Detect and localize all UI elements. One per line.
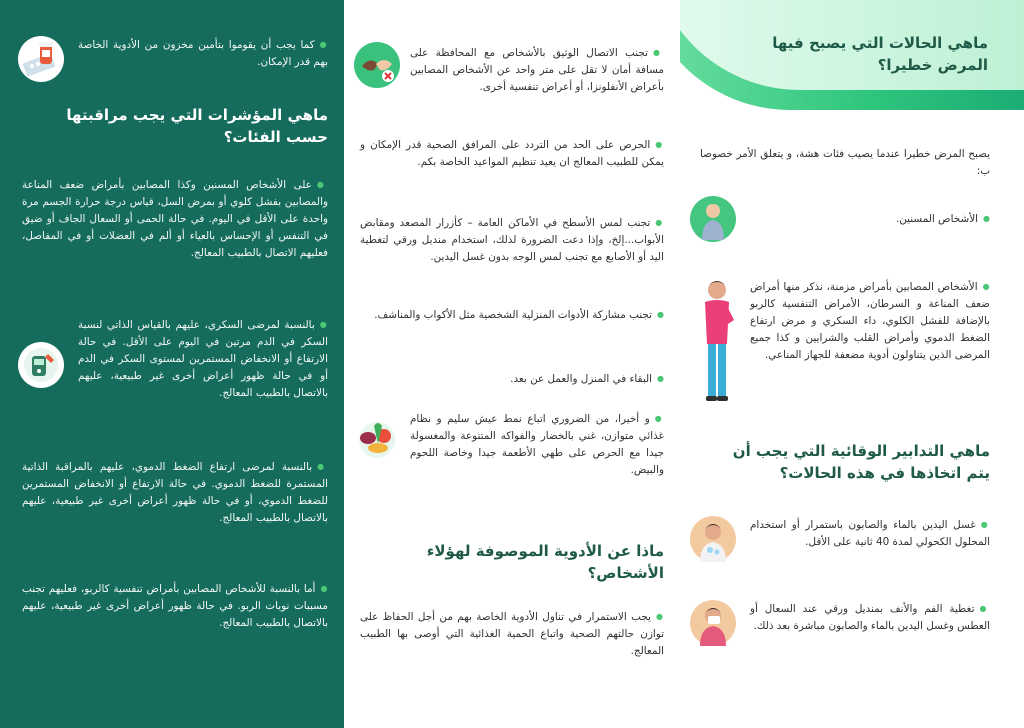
stock-item: ● كما يجب أن يقوموا بتأمين مخزون من الأدوية الخاصة بهم قدر الإمكان. [78,36,328,71]
contact-item: ● تجنب الاتصال الوثيق بالأشخاص مع المحافظة على مسافة أمان لا تقل على متر واحد عن الأشخاص المصابين بأعراض الأنفلونزا، أو أعراض تنفسية أخرى. [410,44,664,96]
vegetables-icon [354,414,400,460]
sharing-item: ● تجنب مشاركة الأدوات المنزلية الشخصية مثل الأكواب والمناشف. [360,306,664,324]
healthy-food-item: ● و أخيرا، من الضروري اتباع نمط عيش سليم و نظام غذائي متوازن، غني بالخضار والفواكه المتنوعة والمغسولة جيدا مع الحرص على طهي الأطعمة جيدا وخاصة اللحوم والبيض. [410,410,664,479]
chronic-diseases-item: ● الأشخاص المصابين بأمراض مزمنة، نذكر منها أمراض ضعف المناعة و السرطان، الأمراض التنفسية كالربو بالإضافة للفشل الكلوي، داء السكري و مرض ارتفاع الضغط الدموي وأمراض القلب والشرايين و كذا جميع المرضى الذين يتناولون أدوية مضعفة للجهاز المناعي. [750,278,990,364]
right-panel [680,0,1024,728]
health-facilities-item: ● الحرص على الحد من التردد على المرافق الصحية قدر الإمكان و يمكن للطبيب المعالج ان يعيد تنظيم المواعيد الخاصة بكم. [360,136,664,171]
elderly-person-icon [690,196,736,242]
intro-text: يصبح المرض خطيرا عندما يصيب فئات هشة، و يتعلق الأمر خصوصا ب: [700,148,990,177]
surfaces-item: ● تجنب لمس الأسطح في الأماكن العامة – كأزرار المصعد ومقابض الأبواب...إلخ، وإذا دعت الضرورة لذلك، استخدام منديل ورقي لتغطية اليد أو الأصابع مع تجنب لمس الوجه بدون غسل اليدين. [360,214,664,266]
left-panel [0,0,344,728]
respiratory-item: ● أما بالنسبة للأشخاص المصابين بأمراض تنفسية كالربو، فعليهم تجنب مسببات نوبات الربو. في حالة ظهور أعراض أخرى غير طبيعية، عليهم بالاتصال بالطبيب المعالج. [22,580,328,632]
indicators-heading: ماهي المؤشرات التي يجب مراقبتها حسب الفئات؟ [66,106,328,146]
cover-mouth-item: ● تغطية الفم والأنف بمنديل ورقي عند السعال أو العطس وغسل اليدين بالماء والصابون مباشرة بعد ذلك. [750,600,990,635]
sick-person-icon [692,276,742,406]
elderly-item: ● الأشخاص المسنين. [750,210,990,228]
hand-washing-icon [690,516,736,562]
severe-cases-heading: ماهي الحالات التي يصبح فيها المرض خطيرا؟ [772,34,988,74]
hypertension-item: ● بالنسبة لمرضى ارتفاع الضغط الدموي، عليهم بالمراقبة الذاتية المستمرة للضغط الدموي. في حالة الارتفاع أو الانخفاض المستمرين للضغط الدموي، أو في حالة ظهور أعراض أخرى غير طبيعية، عليهم بالاتصال بالطبيب المعالج. [22,458,328,527]
pills-icon [18,36,64,82]
no-handshake-icon [354,42,400,88]
medications-item: ● يجب الاستمرار في تناول الأدوية الخاصة بهم من أجل الحفاظ على توازن حالتهم الصحية واتباع الحمية الغذائية التي أوصى بها الطبيب المعالج. [360,608,664,660]
medications-heading: ماذا عن الأدوية الموصوفة لهؤلاء الأشخاص؟ [426,542,664,582]
diabetes-item: ● بالنسبة لمرضى السكري، عليهم بالقياس الذاتي لنسبة السكر في الدم مرتين في اليوم على الأقل. في حالة الارتفاع أو الانخفاض المستمرين لمستوى السكر في الدم أو في حالة ظهور أعراض أخرى غير طبيعية، عليهم بالاتصال بالطبيب المعالج. [78,316,328,402]
elderly-monitoring-item: ● على الأشخاص المسنين وكذا المصابين بأمراض ضعف المناعة والمصابين بفشل كلوي أو بمرض السل، قياس درجة حرارة الجسم مرة واحدة على الأقل في اليوم. في حالة الحمى أو السعال الجاف أو ضيق في التنفس أو الإحساس بالعياء أو ألم في العضلات أو في المفاصل، فعليهم الاتصال بالطبيب المعالج. [22,176,328,262]
hand-washing-item: ● غسل اليدين بالماء والصابون باستمرار أو استخدام المحلول الكحولي لمدة 40 ثانية على الأقل. [750,516,990,551]
middle-panel [344,0,680,728]
preventive-measures-heading: ماهي التدابير الوقائية التي يجب أن يتم اتخاذها في هذه الحالات؟ [732,442,990,482]
stay-home-item: ● البقاء في المنزل والعمل عن بعد. [360,370,664,388]
sneeze-cover-icon [690,600,736,646]
glucose-meter-icon [18,342,64,388]
